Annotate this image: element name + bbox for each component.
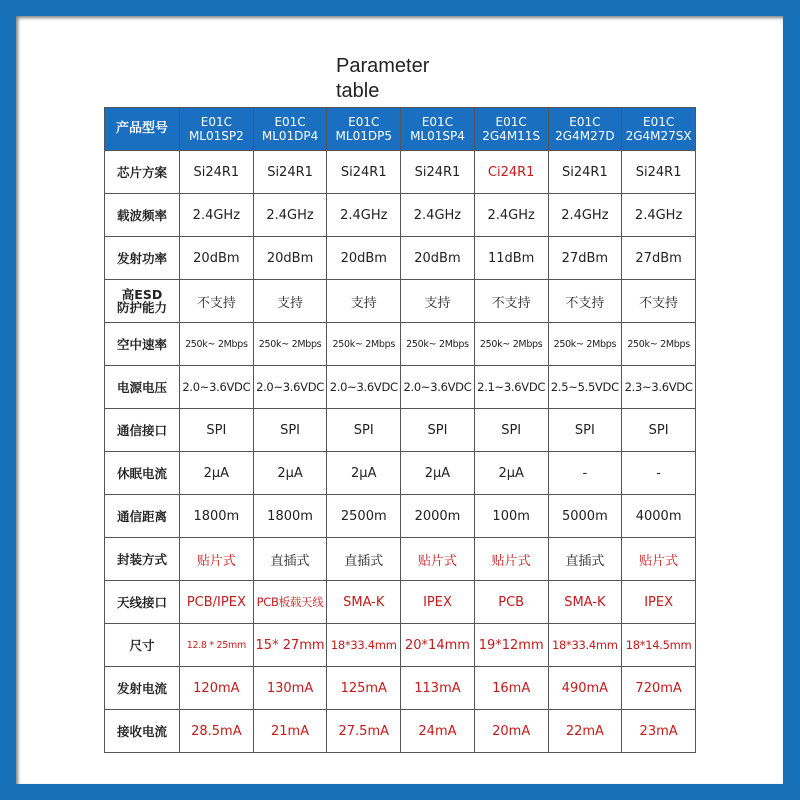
table-row bbox=[105, 710, 696, 753]
table-row bbox=[105, 237, 696, 280]
table-cell: 直插式 bbox=[548, 538, 622, 581]
table-cell: Si24R1 bbox=[180, 151, 254, 194]
table-cell: PCB板载天线 bbox=[253, 581, 327, 624]
table-cell: SPI bbox=[401, 409, 475, 452]
table-cell: 2μA bbox=[474, 452, 548, 495]
table-cell: 20mA bbox=[474, 710, 548, 753]
table-cell: 2.0~3.6VDC bbox=[253, 366, 327, 409]
table-cell: 2μA bbox=[401, 452, 475, 495]
table-cell: 2.4GHz bbox=[401, 194, 475, 237]
table-cell: 2000m bbox=[401, 495, 475, 538]
table-cell: Si24R1 bbox=[401, 151, 475, 194]
table-cell: SPI bbox=[548, 409, 622, 452]
table-row bbox=[105, 538, 696, 581]
table-cell: 2.0~3.6VDC bbox=[401, 366, 475, 409]
table-cell: SPI bbox=[253, 409, 327, 452]
row-label: 发射电流 bbox=[105, 667, 180, 710]
row-label: 休眠电流 bbox=[105, 452, 180, 495]
table-cell: 16mA bbox=[474, 667, 548, 710]
row-label: 通信距离 bbox=[105, 495, 180, 538]
table-cell: 2.4GHz bbox=[474, 194, 548, 237]
table-cell: 1800m bbox=[180, 495, 254, 538]
header-row bbox=[105, 108, 696, 151]
row-label: 封装方式 bbox=[105, 538, 180, 581]
table-cell: SPI bbox=[622, 409, 696, 452]
table-row bbox=[105, 323, 696, 366]
table-cell: 11dBm bbox=[474, 237, 548, 280]
table-cell: 18*14.5mm bbox=[622, 624, 696, 667]
table-cell: 2.0~3.6VDC bbox=[180, 366, 254, 409]
table-cell: PCB/IPEX bbox=[180, 581, 254, 624]
table-cell: Si24R1 bbox=[327, 151, 401, 194]
table-cell: 113mA bbox=[401, 667, 475, 710]
model-header: E01C ML01DP4 bbox=[253, 108, 327, 151]
table-cell: SMA-K bbox=[327, 581, 401, 624]
table-cell: 不支持 bbox=[622, 280, 696, 323]
row-label: 芯片方案 bbox=[105, 151, 180, 194]
table-row bbox=[105, 495, 696, 538]
table-cell: 27.5mA bbox=[327, 710, 401, 753]
table-cell: 21mA bbox=[253, 710, 327, 753]
table-cell: 18*33.4mm bbox=[548, 624, 622, 667]
table-row bbox=[105, 452, 696, 495]
table-cell: IPEX bbox=[622, 581, 696, 624]
parameter-table bbox=[104, 107, 696, 753]
table-cell: 不支持 bbox=[474, 280, 548, 323]
table-cell: 直插式 bbox=[327, 538, 401, 581]
table-cell: 12.8 * 25mm bbox=[180, 624, 254, 667]
table-cell: 4000m bbox=[622, 495, 696, 538]
table-cell: SPI bbox=[474, 409, 548, 452]
table-cell: 支持 bbox=[253, 280, 327, 323]
table-cell: 5000m bbox=[548, 495, 622, 538]
model-header: E01C 2G4M27D bbox=[548, 108, 622, 151]
table-cell: Si24R1 bbox=[253, 151, 327, 194]
table-row bbox=[105, 151, 696, 194]
table-cell: Si24R1 bbox=[548, 151, 622, 194]
row-label: 发射功率 bbox=[105, 237, 180, 280]
table-cell: 23mA bbox=[622, 710, 696, 753]
table-cell: 支持 bbox=[401, 280, 475, 323]
table-cell: 支持 bbox=[327, 280, 401, 323]
table-cell: 22mA bbox=[548, 710, 622, 753]
table-cell: 直插式 bbox=[253, 538, 327, 581]
table-cell: 不支持 bbox=[180, 280, 254, 323]
table-cell: IPEX bbox=[401, 581, 475, 624]
row-label: 空中速率 bbox=[105, 323, 180, 366]
table-cell: 贴片式 bbox=[180, 538, 254, 581]
table-cell: Si24R1 bbox=[622, 151, 696, 194]
table-cell: 250k~ 2Mbps bbox=[474, 323, 548, 366]
table-row bbox=[105, 366, 696, 409]
table-cell: 20dBm bbox=[253, 237, 327, 280]
header-label: 产品型号 bbox=[105, 108, 180, 151]
table-cell: Ci24R1 bbox=[474, 151, 548, 194]
table-cell: 18*33.4mm bbox=[327, 624, 401, 667]
table-row bbox=[105, 194, 696, 237]
table-cell: 120mA bbox=[180, 667, 254, 710]
table-cell: 250k~ 2Mbps bbox=[401, 323, 475, 366]
page-title: Parameter table bbox=[336, 55, 430, 102]
table-cell: 2μA bbox=[327, 452, 401, 495]
row-label: 天线接口 bbox=[105, 581, 180, 624]
table-cell: 27dBm bbox=[622, 237, 696, 280]
table-row bbox=[105, 409, 696, 452]
table-cell: 2.4GHz bbox=[180, 194, 254, 237]
table-cell: 125mA bbox=[327, 667, 401, 710]
table-cell: 100m bbox=[474, 495, 548, 538]
table-cell: 不支持 bbox=[548, 280, 622, 323]
table-cell: 24mA bbox=[401, 710, 475, 753]
table-cell: 20dBm bbox=[327, 237, 401, 280]
row-label: 通信接口 bbox=[105, 409, 180, 452]
model-header: E01C 2G4M11S bbox=[474, 108, 548, 151]
table-cell: 2.0~3.6VDC bbox=[327, 366, 401, 409]
table-cell: 2.1~3.6VDC bbox=[474, 366, 548, 409]
table-cell: 27dBm bbox=[548, 237, 622, 280]
table-cell: 贴片式 bbox=[622, 538, 696, 581]
table-cell: 720mA bbox=[622, 667, 696, 710]
row-label: 高ESD 防护能力 bbox=[105, 280, 180, 323]
table-cell: 250k~ 2Mbps bbox=[548, 323, 622, 366]
table-cell: 20dBm bbox=[180, 237, 254, 280]
row-label: 载波频率 bbox=[105, 194, 180, 237]
table-cell: - bbox=[548, 452, 622, 495]
table-cell: 2.4GHz bbox=[548, 194, 622, 237]
table-row bbox=[105, 581, 696, 624]
table-cell: PCB bbox=[474, 581, 548, 624]
table-cell: 1800m bbox=[253, 495, 327, 538]
table-row bbox=[105, 667, 696, 710]
table-cell: 250k~ 2Mbps bbox=[180, 323, 254, 366]
table-row bbox=[105, 280, 696, 323]
row-label: 尺寸 bbox=[105, 624, 180, 667]
table-cell: 20*14mm bbox=[401, 624, 475, 667]
table-cell: 15* 27mm bbox=[253, 624, 327, 667]
table-cell: 250k~ 2Mbps bbox=[327, 323, 401, 366]
table-cell: 贴片式 bbox=[474, 538, 548, 581]
table-cell: 19*12mm bbox=[474, 624, 548, 667]
row-label: 电源电压 bbox=[105, 366, 180, 409]
table-cell: 28.5mA bbox=[180, 710, 254, 753]
table-cell: 2.3~3.6VDC bbox=[622, 366, 696, 409]
table-cell: 250k~ 2Mbps bbox=[622, 323, 696, 366]
model-header: E01C 2G4M27SX bbox=[622, 108, 696, 151]
table-cell: 贴片式 bbox=[401, 538, 475, 581]
table-cell: SPI bbox=[180, 409, 254, 452]
table-cell: 2.4GHz bbox=[327, 194, 401, 237]
table-cell: 2500m bbox=[327, 495, 401, 538]
model-header: E01C ML01SP2 bbox=[180, 108, 254, 151]
table-cell: 2.5~5.5VDC bbox=[548, 366, 622, 409]
model-header: E01C ML01DP5 bbox=[327, 108, 401, 151]
table-cell: 2.4GHz bbox=[622, 194, 696, 237]
table-cell: 490mA bbox=[548, 667, 622, 710]
row-label: 接收电流 bbox=[105, 710, 180, 753]
table-cell: 130mA bbox=[253, 667, 327, 710]
table-row bbox=[105, 624, 696, 667]
table-cell: 250k~ 2Mbps bbox=[253, 323, 327, 366]
table-cell: - bbox=[622, 452, 696, 495]
table-cell: 20dBm bbox=[401, 237, 475, 280]
model-header: E01C ML01SP4 bbox=[401, 108, 475, 151]
table-cell: SPI bbox=[327, 409, 401, 452]
table-cell: 2μA bbox=[180, 452, 254, 495]
table-cell: 2.4GHz bbox=[253, 194, 327, 237]
table-cell: 2μA bbox=[253, 452, 327, 495]
table-cell: SMA-K bbox=[548, 581, 622, 624]
